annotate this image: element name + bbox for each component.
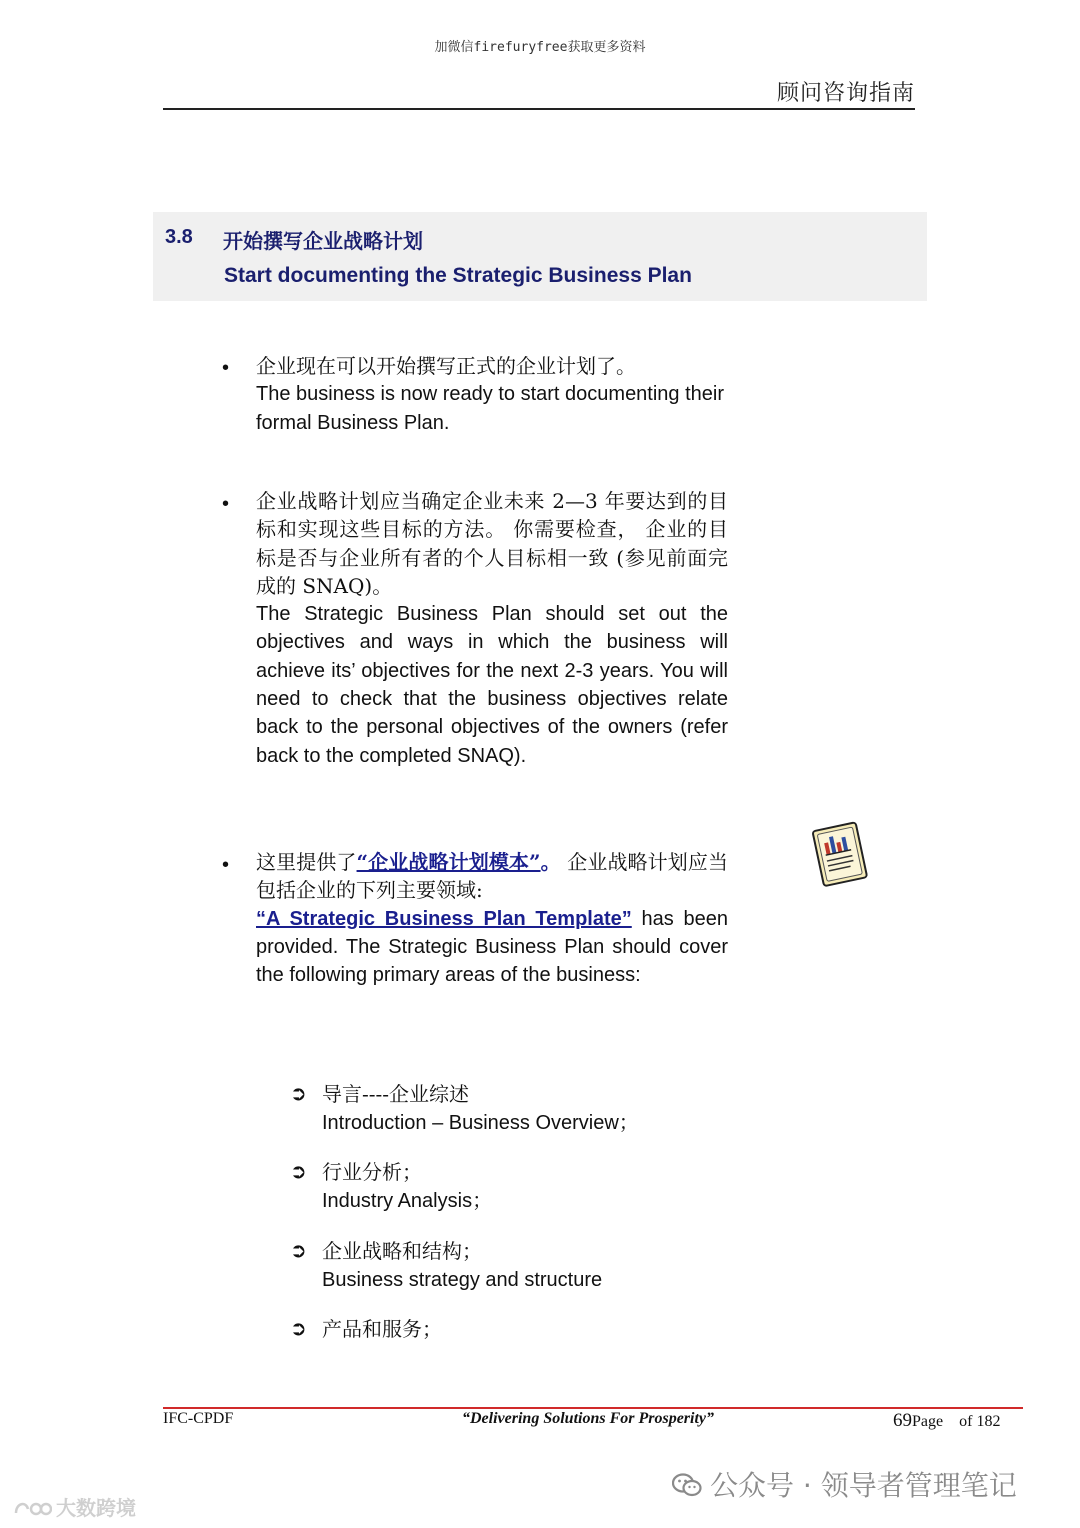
- section-title-cn: 开始撰写企业战略计划: [223, 229, 423, 253]
- bullet-text-cn: 企业战略计划应当确定企业未来 2—3 年要达到的目标和实现这些目标的方法。 你需要检查， 企业的目标是否与企业所有者的个人目标相一致 (参见前面完成的 SNAQ)。: [256, 489, 728, 598]
- footer-rule: [163, 1407, 1023, 1409]
- arrow-icon: ➲: [290, 1240, 307, 1262]
- wechat-note: 加微信firefuryfree获取更多资料: [434, 40, 646, 55]
- footer-tagline: “Delivering Solutions For Prosperity”: [462, 1410, 715, 1427]
- area-text-cn: 行业分析；: [322, 1160, 422, 1184]
- area-text-en: Business strategy and structure: [322, 1268, 603, 1291]
- bullet-item-ready: [256, 352, 728, 437]
- bullet-text-en-rest: has been provided. The Strategic Business Plan should cover the following primary areas of the business:: [256, 907, 728, 987]
- watermark-logo-icon: [12, 1497, 52, 1519]
- bullet-text-cn: 企业现在可以开始撰写正式的企业计划了。: [256, 354, 636, 378]
- template-link-cn[interactable]: “企业战略计划模本”: [356, 850, 541, 874]
- bullet-item-template: [256, 848, 728, 989]
- area-text-en: Introduction – Business Overview；: [322, 1111, 639, 1134]
- section-title-en: Start documenting the Strategic Business Plan: [224, 264, 692, 287]
- wechat-watermark-text: 公众号 · 领导者管理笔记: [710, 1469, 1017, 1502]
- bullet-marker: •: [222, 854, 230, 876]
- bullet-text-en: The business is now ready to start documenting their formal Business Plan.: [256, 383, 725, 434]
- header-rule: [163, 108, 915, 110]
- bullet-text-cn-prefix: 这里提供了: [256, 850, 357, 874]
- bullet-item-objectives: [256, 487, 728, 770]
- bullet-text-en: The Strategic Business Plan should set out the objectives and ways in which the business will achieve its’ objectives for the next 2-3 years. You will need to check that the business objectives relate back to the personal objectives of the owners (refer back to the completed SNAQ).: [256, 603, 728, 767]
- area-text-cn: 企业战略和结构；: [322, 1239, 482, 1263]
- bullet-text-cn: [256, 848, 728, 905]
- wechat-watermark: [672, 1464, 1017, 1504]
- area-text-en: Industry Analysis；: [322, 1189, 493, 1212]
- bullet-text-en: [256, 905, 728, 990]
- bullet-marker: •: [222, 357, 230, 379]
- template-link-en[interactable]: “A Strategic Business Plan Template”: [256, 907, 632, 930]
- bullet-text-cn-rest: 企业战略计划应当包括企业的下列主要领域:: [256, 850, 728, 903]
- arrow-icon: ➲: [290, 1083, 307, 1105]
- page-number: 69: [893, 1410, 912, 1431]
- corner-watermark-text: 大数跨境: [56, 1496, 136, 1520]
- area-text-cn: 产品和服务；: [322, 1317, 442, 1341]
- corner-watermark: [12, 1492, 136, 1521]
- bullet-marker: •: [222, 493, 230, 515]
- arrow-icon: ➲: [290, 1318, 307, 1340]
- template-link-cn-suffix: 。: [540, 850, 561, 874]
- report-chart-icon: [808, 820, 874, 890]
- guide-title: 顾问咨询指南: [776, 81, 915, 106]
- footer-org: IFC-CPDF: [163, 1410, 234, 1427]
- arrow-icon: ➲: [290, 1161, 307, 1183]
- area-text-cn: 导言----企业综述: [322, 1082, 470, 1106]
- section-number: 3.8: [165, 226, 193, 248]
- page-label: Page: [912, 1413, 944, 1430]
- footer-page-info: [893, 1410, 1000, 1432]
- wechat-logo-icon: [672, 1472, 702, 1498]
- page-total: of 182: [959, 1413, 1001, 1430]
